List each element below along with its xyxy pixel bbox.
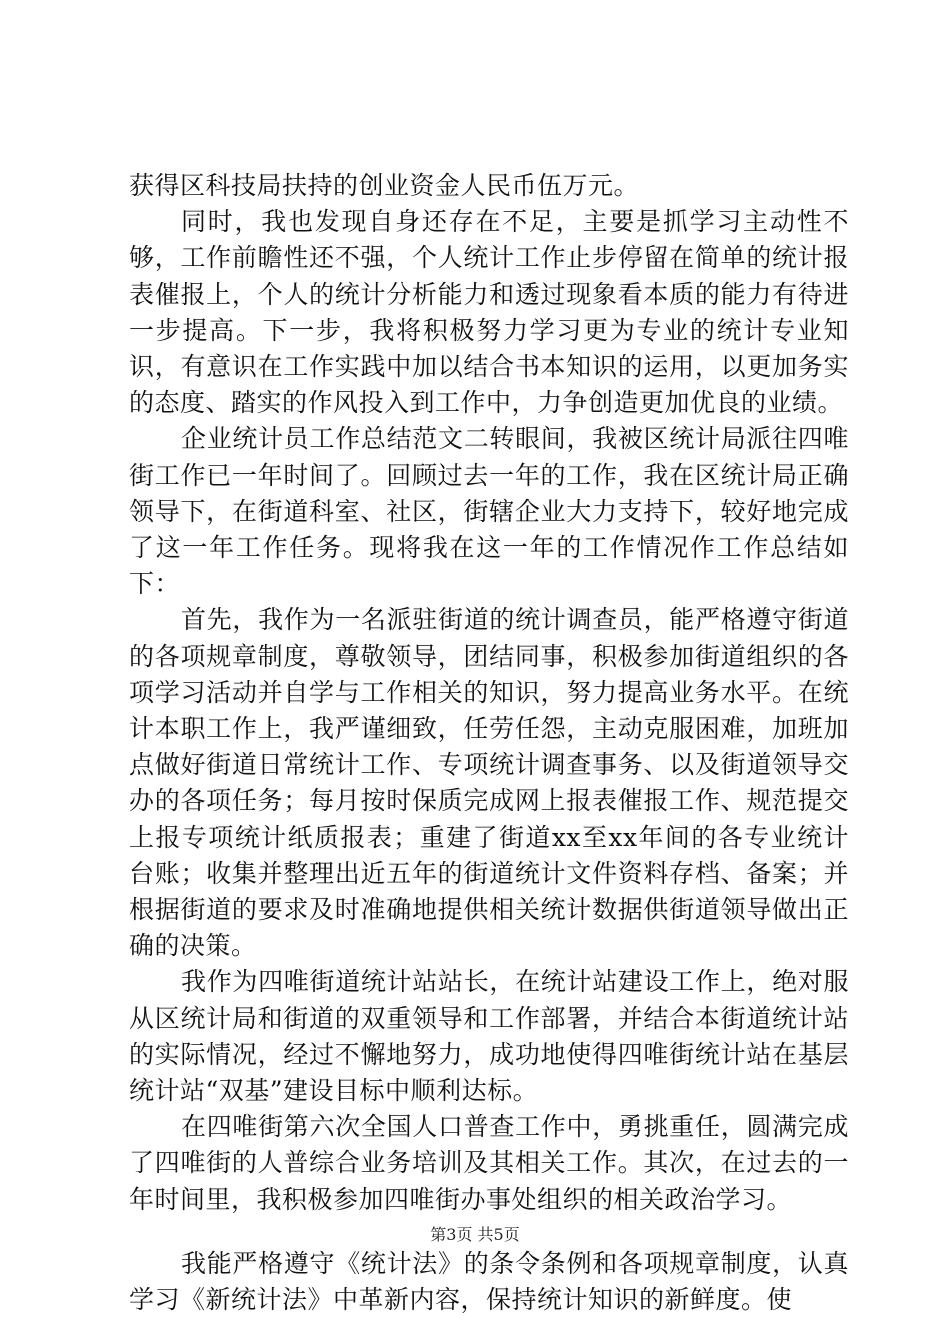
page-number-footer: 第3页 共5页 [430, 1225, 520, 1244]
paragraph-2: 同时，我也发现自身还存在不足，主要是抓学习主动性不够，工作前瞻性还不强，个人统计工作止步停留在简单的统计报表催报上，个人的统计分析能力和透过现象看本质的能力有待进一步提高。下一步，我将积极努力学习更为专业的统计专业知识，有意识在工作实践中加以结合书本知识的运用，以更加务实的态度、踏实的作风投入到工作中，力争创造更加优良的业绩。 [129, 207, 849, 418]
paragraph-4: 首先，我作为一名派驻街道的统计调查员，能严格遵守街道的各项规章制度，尊敬领导，团结同事，积极参加街道组织的各项学习活动并自学与工作相关的知识，努力提高业务水平。在统计本职工作上，我严谨细致，任劳任怨，主动克服困难，加班加点做好街道日常统计工作、专项统计调查事务、以及街道领导交办的各项任务；每月按时保质完成网上报表催报工作、规范提交上报专项统计纸质报表；重建了街道xx至xx年间的各专业统计台账；收集并整理出近五年的街道统计文件资料存档、备案；并根据街道的要求及时准确地提供相关统计数据供街道领导做出正确的决策。 [129, 605, 849, 961]
paragraph-1: 获得区科技局扶持的创业资金人民币伍万元。 [129, 171, 640, 200]
paragraph-3: 企业统计员工作总结范文二转眼间，我被区统计局派往四唯街工作已一年时间了。回顾过去一年的工作，我在区统计局正确领导下，在街道科室、社区，街辖企业大力支持下，较好地完成了这一年工作任务。现将我在这一年的工作情况作工作总结如下： [129, 424, 849, 599]
document-body [129, 168, 849, 1318]
paragraph-6: 在四唯街第六次全国人口普查工作中，勇挑重任，圆满完成了四唯街的人普综合业务培训及其相关工作。其次，在过去的一年时间里，我积极参加四唯街办事处组织的相关政治学习。 [129, 1112, 849, 1214]
paragraph-7: 我能严格遵守《统计法》的条令条例和各项规章制度，认真学习《新统计法》中革新内容，保持统计知识的新鲜度。使 [129, 1248, 849, 1315]
paragraph-5: 我作为四唯街道统计站站长，在统计站建设工作上，绝对服从区统计局和街道的双重领导和工作部署，并结合本街道统计站的实际情况，经过不懈地努力，成功地使得四唯街统计站在基层统计站“双基”建设目标中顺利达标。 [129, 967, 849, 1106]
